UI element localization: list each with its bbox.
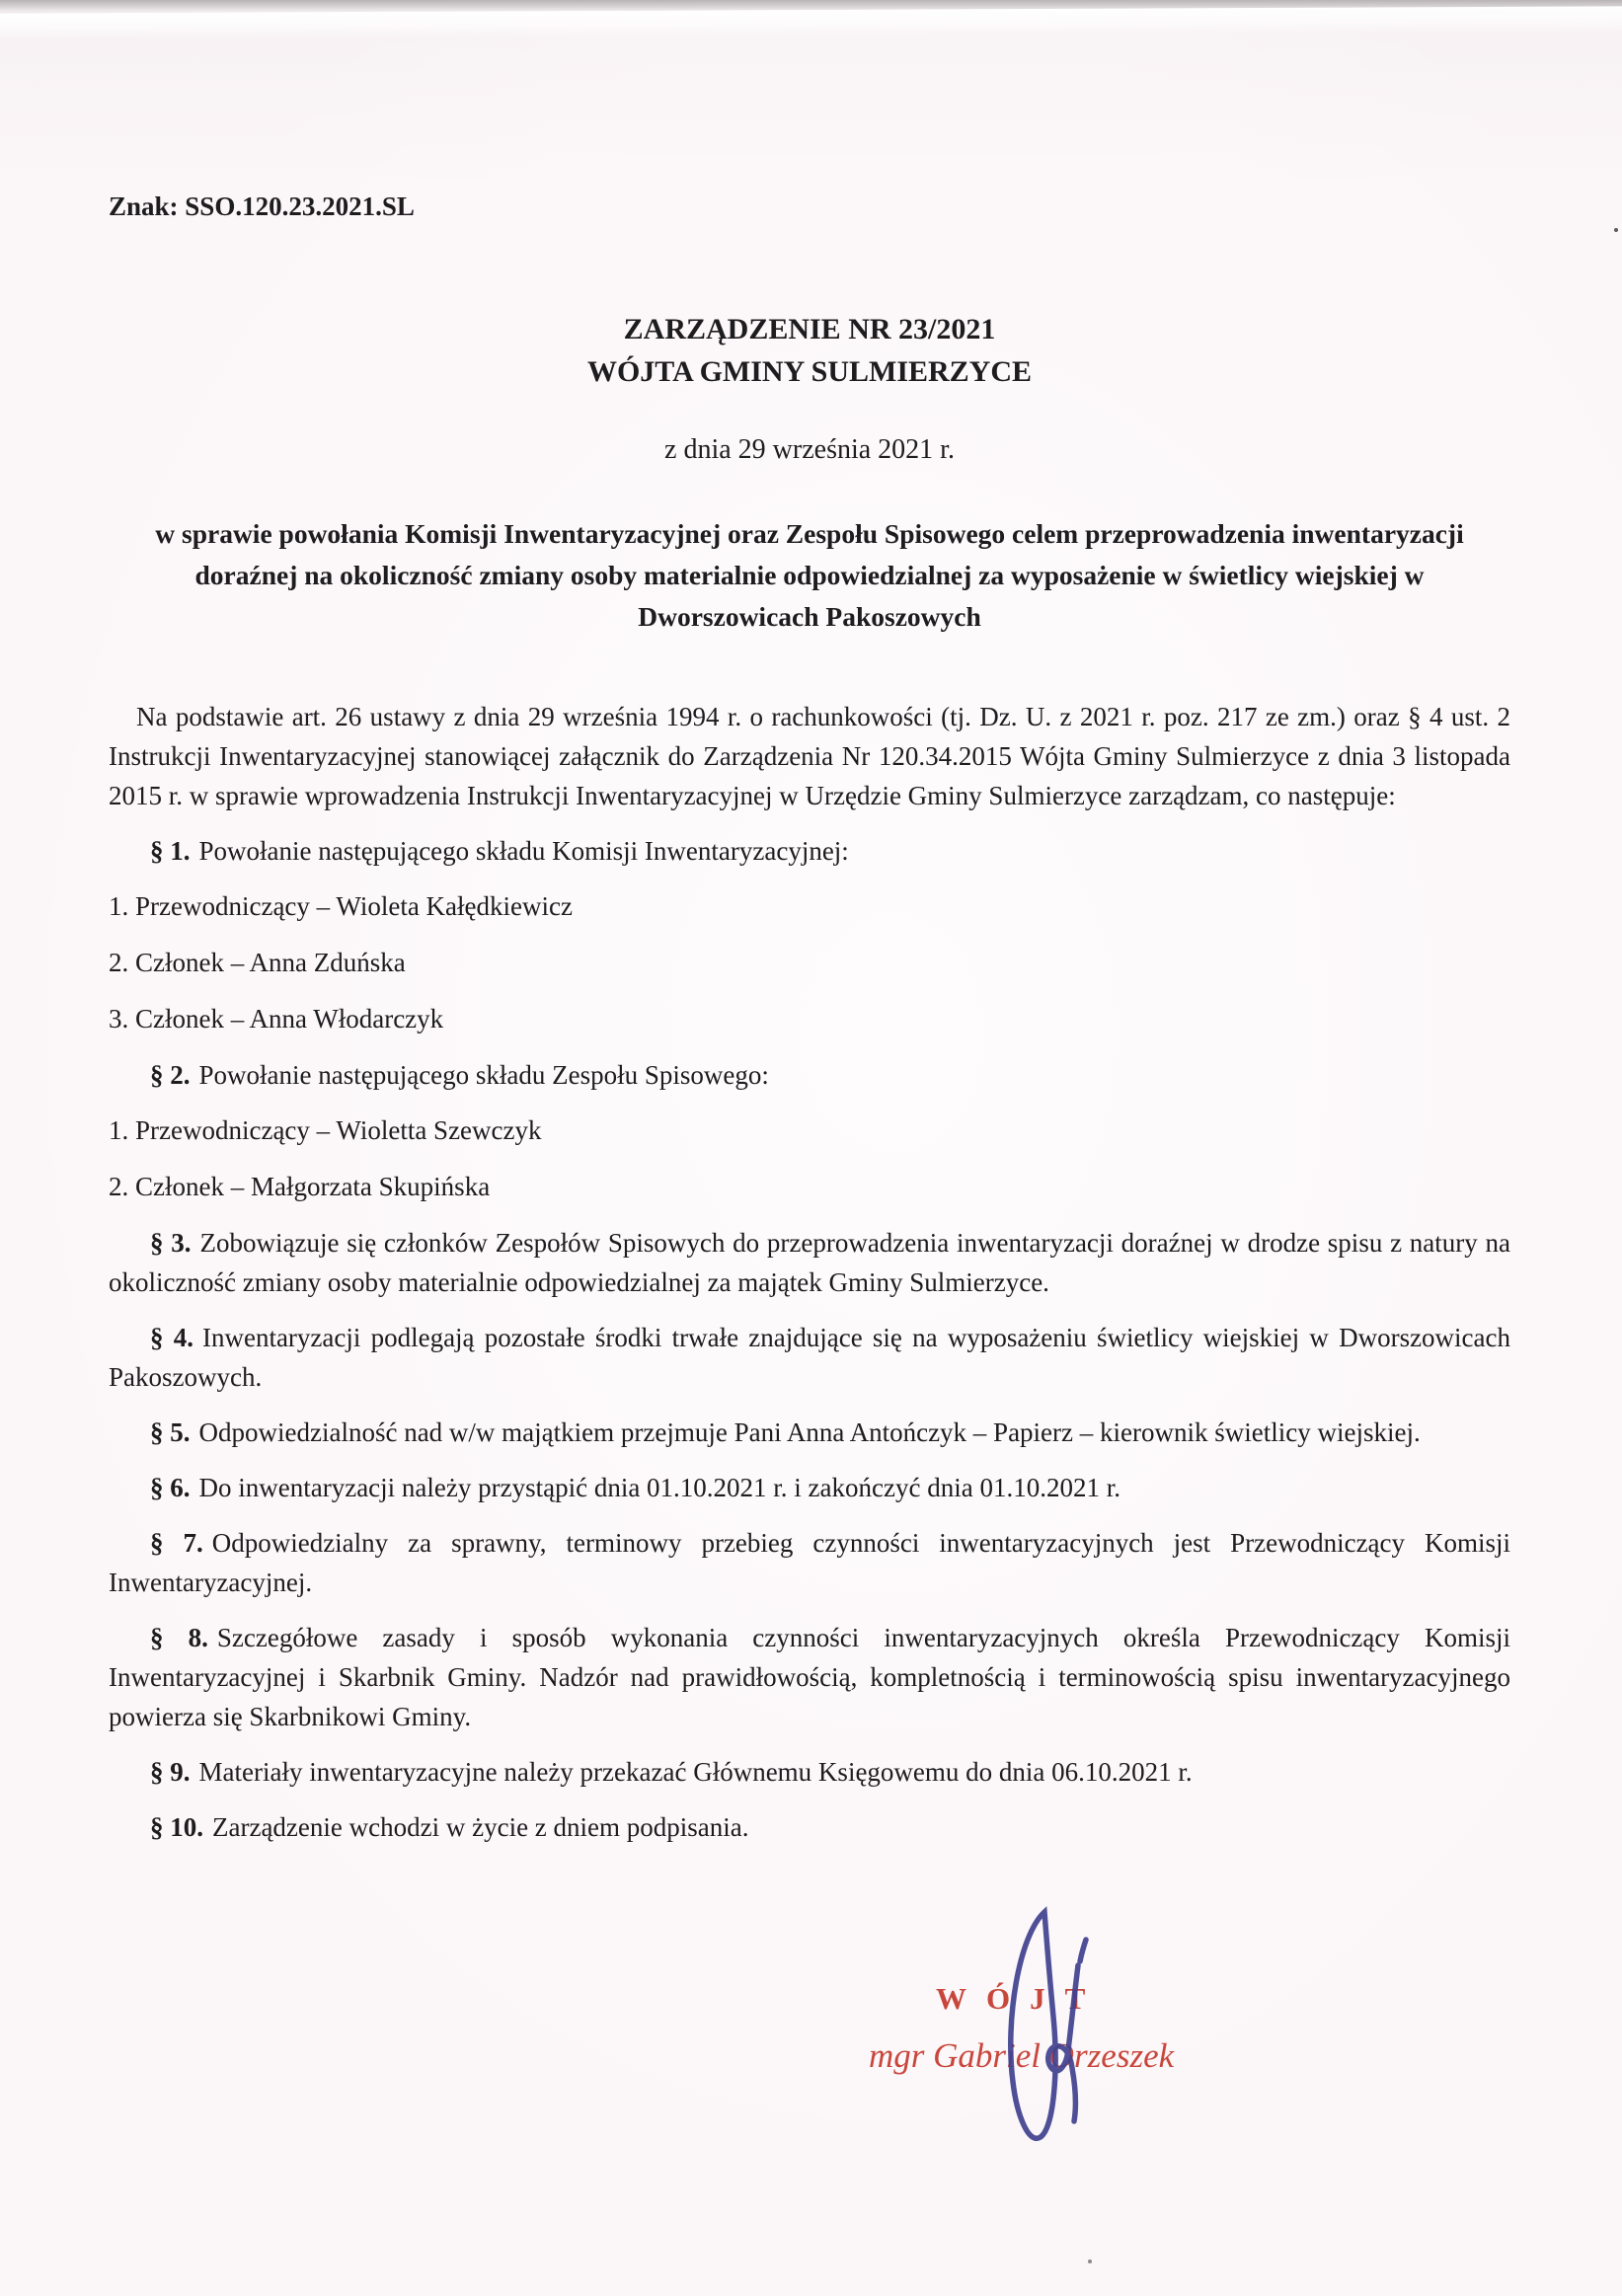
census-team-member-2: 2. Członek – Małgorzata Skupińska (109, 1172, 491, 1201)
reference-number: Znak: SSO.120.23.2021.SL (109, 191, 415, 221)
section-8 (109, 1618, 1510, 1736)
section-6 (109, 1468, 1510, 1507)
section-2 (109, 1055, 1510, 1095)
section-4-label: § 4. (150, 1323, 193, 1352)
commission-member-3: 3. Członek – Anna Włodarczyk (109, 1004, 444, 1033)
section-7-text: Odpowiedzialny za sprawny, terminowy przebieg czynności inwentaryzacyjnych jest Przewodniczący Komisji Inwentaryzacyjnej. (109, 1528, 1510, 1597)
section-9-text: Materiały inwentaryzacyjne należy przekazać Głównemu Księgowemu do dnia 06.10.2021 r. (198, 1757, 1193, 1787)
section-4-text: Inwentaryzacji podlegają pozostałe środki trwałe znajdujące się na wyposażeniu świetlicy wiejskiej w Dworszowicach Pakoszowych. (109, 1323, 1511, 1392)
section-9 (109, 1752, 1510, 1792)
scan-speck (1088, 2259, 1092, 2263)
section-5 (109, 1413, 1510, 1452)
subject-line: w sprawie powołania Komisji Inwentaryzacyjnej oraz Zespołu Spisowego celem przeprowadzenia inwentaryzacji doraźnej na okoliczność zmiany osoby materialnie odpowiedzialnej za wyposażenie w świetlicy wiejskiej w Dworszowicach Pakoszowych (155, 518, 1464, 632)
section-2-label: § 2. (150, 1060, 191, 1090)
title-line-1: ZARZĄDZENIE NR 23/2021 (623, 313, 996, 345)
section-6-text: Do inwentaryzacji należy przystąpić dnia 01.10.2021 r. i zakończyć dnia 01.10.2021 r. (198, 1473, 1120, 1502)
preamble-paragraph: Na podstawie art. 26 ustawy z dnia 29 września 1994 r. o rachunkowości (tj. Dz. U. z 2021 r. poz. 217 ze zm.) oraz § 4 ust. 2 Instrukcji Inwentaryzacyjnej stanowiącej załącznik do Zarządzenia Nr 120.34.2015 Wójta Gminy Sulmierzyce z dnia 3 listopada 2015 r. w sprawie wprowadzenia Instrukcji Inwentaryzacyjnej w Urzędzie Gminy Sulmierzyce zarządzam, co następuje: (109, 702, 1510, 810)
section-5-label: § 5. (150, 1417, 191, 1447)
section-7 (109, 1523, 1510, 1602)
section-10 (109, 1807, 1510, 1847)
section-8-text: Szczegółowe zasady i sposób wykonania czynności inwentaryzacyjnych określa Przewodniczący Komisji Inwentaryzacyjnej i Skarbnik Gminy. Nadzór nad prawidłowością, kompletnością i terminowością spisu inwentaryzacyjnego powierza się Skarbnikowi Gminy. (109, 1623, 1510, 1731)
section-3-text: Zobowiązuje się członków Zespołów Spisowych do przeprowadzenia inwentaryzacji doraźnej w drodze spisu z natury na okoliczność zmiany osoby materialnie odpowiedzialnej za majątek Gminy Sulmierzyce. (109, 1228, 1511, 1297)
mayor-stamp-name: mgr Gabriel Orzeszek (869, 2036, 1175, 2075)
section-2-text: Powołanie następującego składu Zespołu Spisowego: (198, 1060, 769, 1090)
signature-block (869, 1959, 1204, 2216)
section-10-text: Zarządzenie wchodzi w życie z dniem podpisania. (212, 1812, 749, 1842)
handwritten-signature-icon (975, 1902, 1123, 2161)
scan-speck (1614, 228, 1618, 232)
section-4 (109, 1318, 1510, 1397)
commission-member-2: 2. Członek – Anna Zduńska (109, 948, 406, 977)
commission-member-1: 1. Przewodniczący – Wioleta Kałędkiewicz (109, 891, 573, 921)
mayor-stamp-title: WÓJT (936, 1981, 1106, 2016)
section-10-label: § 10. (150, 1812, 203, 1842)
section-3 (109, 1223, 1510, 1302)
document-title (109, 308, 1510, 393)
section-1-label: § 1. (150, 836, 191, 866)
section-3-label: § 3. (150, 1228, 192, 1258)
section-5-text: Odpowiedzialność nad w/w majątkiem przejmuje Pani Anna Antończyk – Papierz – kierownik świetlicy wiejskiej. (198, 1417, 1421, 1447)
date-line: z dnia 29 września 2021 r. (664, 434, 955, 465)
section-1 (109, 831, 1510, 871)
section-6-label: § 6. (150, 1473, 191, 1502)
title-line-2: WÓJTA GMINY SULMIERZYCE (586, 355, 1033, 388)
section-9-label: § 9. (150, 1757, 191, 1787)
section-1-text: Powołanie następującego składu Komisji Inwentaryzacyjnej: (198, 836, 849, 866)
document-body (109, 697, 1510, 1847)
section-7-label: § 7. (150, 1528, 203, 1558)
section-8-label: § 8. (150, 1623, 208, 1652)
census-team-member-1: 1. Przewodniczący – Wioletta Szewczyk (109, 1115, 542, 1145)
